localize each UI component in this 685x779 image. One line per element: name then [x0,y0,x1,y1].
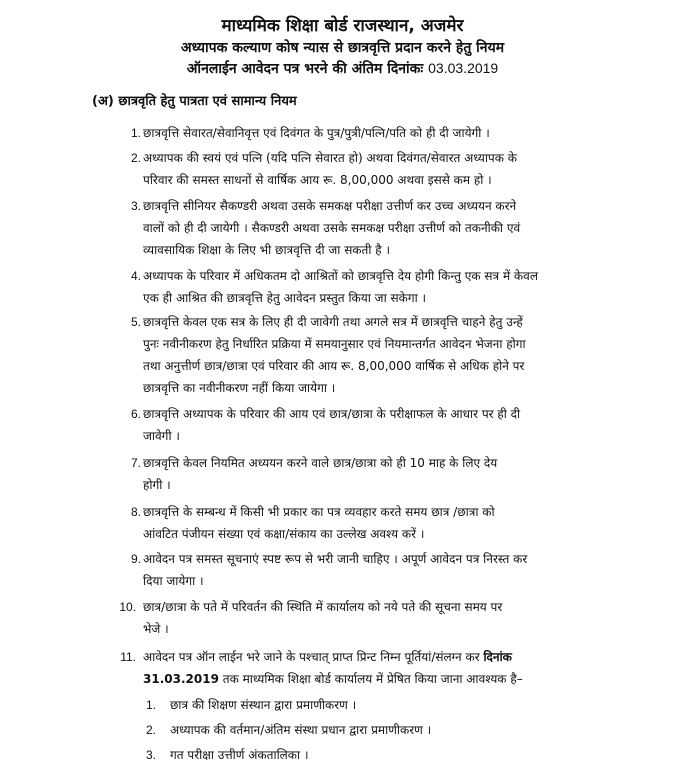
attachment-item-1 [0,694,685,716]
deadline-line [0,58,685,79]
rule-line: आंवटित पंजीयन संख्या एवं कक्षा/संकाय का उल्लेख अवश्य करें । [143,527,425,541]
rule-line: जावेगी । [143,429,180,443]
rule-line: छात्रवृत्ति केवल एक सत्र के लिए ही दी जावेगी तथा अगले सत्र में छात्रवृत्ति चाहने हेतु उन्हें [143,315,523,329]
deadline-label: ऑनलाईन आवेदन पत्र भरने की अंतिम दिनांकः [186,61,424,77]
rule-number: 4. [130,269,141,283]
rule-line: पुनः नवीनीकरण हेतु निर्धारित प्रक्रिया में समयानुसार एवं नियमान्तर्गत आवेदन भेजना होगा [143,337,526,351]
date-value-bold: 31.03.2019 [143,672,219,686]
rule-line: होगी । [143,478,171,492]
rule-number: 9. [130,552,141,566]
attachment-text: अध्यापक की वर्तमान/अंतिम संस्था प्रधान द्वारा प्रमाणीकरण । [170,723,432,737]
document-header [0,0,685,79]
rule-line: तथा अनुत्तीर्ण छात्र/छात्रा एवं परिवार की आय रू. 8,00,000 वार्षिक से अधिक होने पर [143,359,525,373]
attachment-number: 3. [145,748,156,762]
rule-line [143,646,583,668]
rule-line: छात्रवृत्ति के सम्बन्ध में किसी भी प्रकार का पत्र व्यवहार करते समय छात्र /छात्रा को [143,505,495,519]
rule-text: तक माध्यमिक शिक्षा बोर्ड कार्यालय में प्रेषित किया जाना आवश्यक है– [222,672,523,686]
rule-line: छात्र/छात्रा के पते में परिवर्तन की स्थिति में कार्यालय को नये पते की सूचना समय पर [143,600,503,614]
rule-item-1 [0,122,685,144]
rule-item-7 [0,452,685,496]
rules-list [0,122,685,766]
rule-line: अध्यापक के परिवार में अधिकतम दो आश्रितों को छात्रवृत्ति देय होगी किन्तु एक सत्र में केवल [143,269,538,283]
rule-item-4 [0,265,685,309]
attachment-item-3 [0,744,685,766]
rule-item-9 [0,548,685,592]
attachment-text: छात्र की शिक्षण संस्थान द्वारा प्रमाणीकरण । [170,698,357,712]
attachment-item-2 [0,719,685,741]
rule-item-5 [0,311,685,399]
deadline-date: 03.03.2019 [428,60,499,76]
rule-line [143,668,583,690]
rule-item-2 [0,147,685,191]
attachment-number: 1. [145,698,156,712]
rule-line: दिया जायेगा । [143,574,204,588]
rule-line: एक ही आश्रित की छात्रवृत्ति हेतु आवेदन प्रस्तुत किया जा सकेगा । [143,291,427,305]
rule-number: 1. [130,126,141,140]
rule-item-8 [0,501,685,545]
rule-number: 8. [130,505,141,519]
attachment-number: 2. [145,723,156,737]
rule-number: 2. [130,151,141,165]
rule-number: 11. [120,650,136,664]
rule-line: आवेदन पत्र समस्त सूचनाएं स्पष्ट रूप से भरी जानी चाहिए । अपूर्ण आवेदन पत्र निरस्त कर [143,552,528,566]
rule-item-11 [0,646,685,690]
rule-line: व्यावसायिक शिक्षा के लिए भी छात्रवृत्ति दी जा सकती है । [143,243,391,257]
rule-item-10 [0,596,685,640]
rule-line: वालों को ही दी जायेगी । सैकण्डरी अथवा उसके समकक्ष परीक्षा उत्तीर्ण को तकनीकी एवं [143,221,521,235]
rule-text: आवेदन पत्र ऑन लाईन भरे जाने के पश्चात् प्राप्त प्रिन्ट निम्न पूर्तियां/संलग्न कर [143,650,480,664]
rule-line: छात्रवृत्ति केवल नियमित अध्ययन करने वाले छात्र/छात्रा को ही 10 माह के लिए देय [143,456,498,470]
rule-line: छात्रवृत्ति सेवारत/सेवानिवृत्त एवं दिवंगत के पुत्र/पुत्री/पत्नि/पति को ही दी जायेगी । [143,126,490,140]
rule-number: 3. [130,199,141,213]
rules-title: अध्यापक कल्याण कोष न्यास से छात्रवृत्ति प्रदान करने हेतु नियम [180,40,505,56]
rule-number: 6. [130,407,141,421]
rule-line: अध्यापक की स्वयं एवं पत्नि (यदि पत्नि सेवारत हो) अथवा दिवंगत/सेवारत अध्यापक के [143,151,517,165]
rule-number: 5. [130,315,141,329]
rule-item-6 [0,403,685,447]
rule-number: 7. [130,456,141,470]
rule-item-3 [0,195,685,261]
rule-line: छात्रवृत्ति सीनियर सैकण्डरी अथवा उसके समकक्ष परीक्षा उत्तीर्ण कर उच्च अध्ययन करने [143,199,517,213]
section-title: (अ) छात्रवृति हेतु पात्रता एवं सामान्य नियम [92,94,297,109]
rule-line: छात्रवृत्ति का नवीनीकरण नहीं किया जायेगा । [143,381,336,395]
rule-line: छात्रवृत्ति अध्यापक के परिवार की आय एवं छात्र/छात्रा के परीक्षाफल के आधार पर ही दी [143,407,521,421]
rule-line: भेजे । [143,622,169,636]
board-title: माध्यमिक शिक्षा बोर्ड राजस्थान, अजमेर [221,16,464,36]
rule-line: परिवार की समस्त साधनों से वार्षिक आय रू. 8,00,000 अथवा इससे कम हो । [143,173,492,187]
rule-number: 10. [119,600,136,614]
date-label-bold: दिनांक [483,650,512,664]
attachment-text: गत परीक्षा उत्तीर्ण अंकतालिका । [170,748,309,762]
